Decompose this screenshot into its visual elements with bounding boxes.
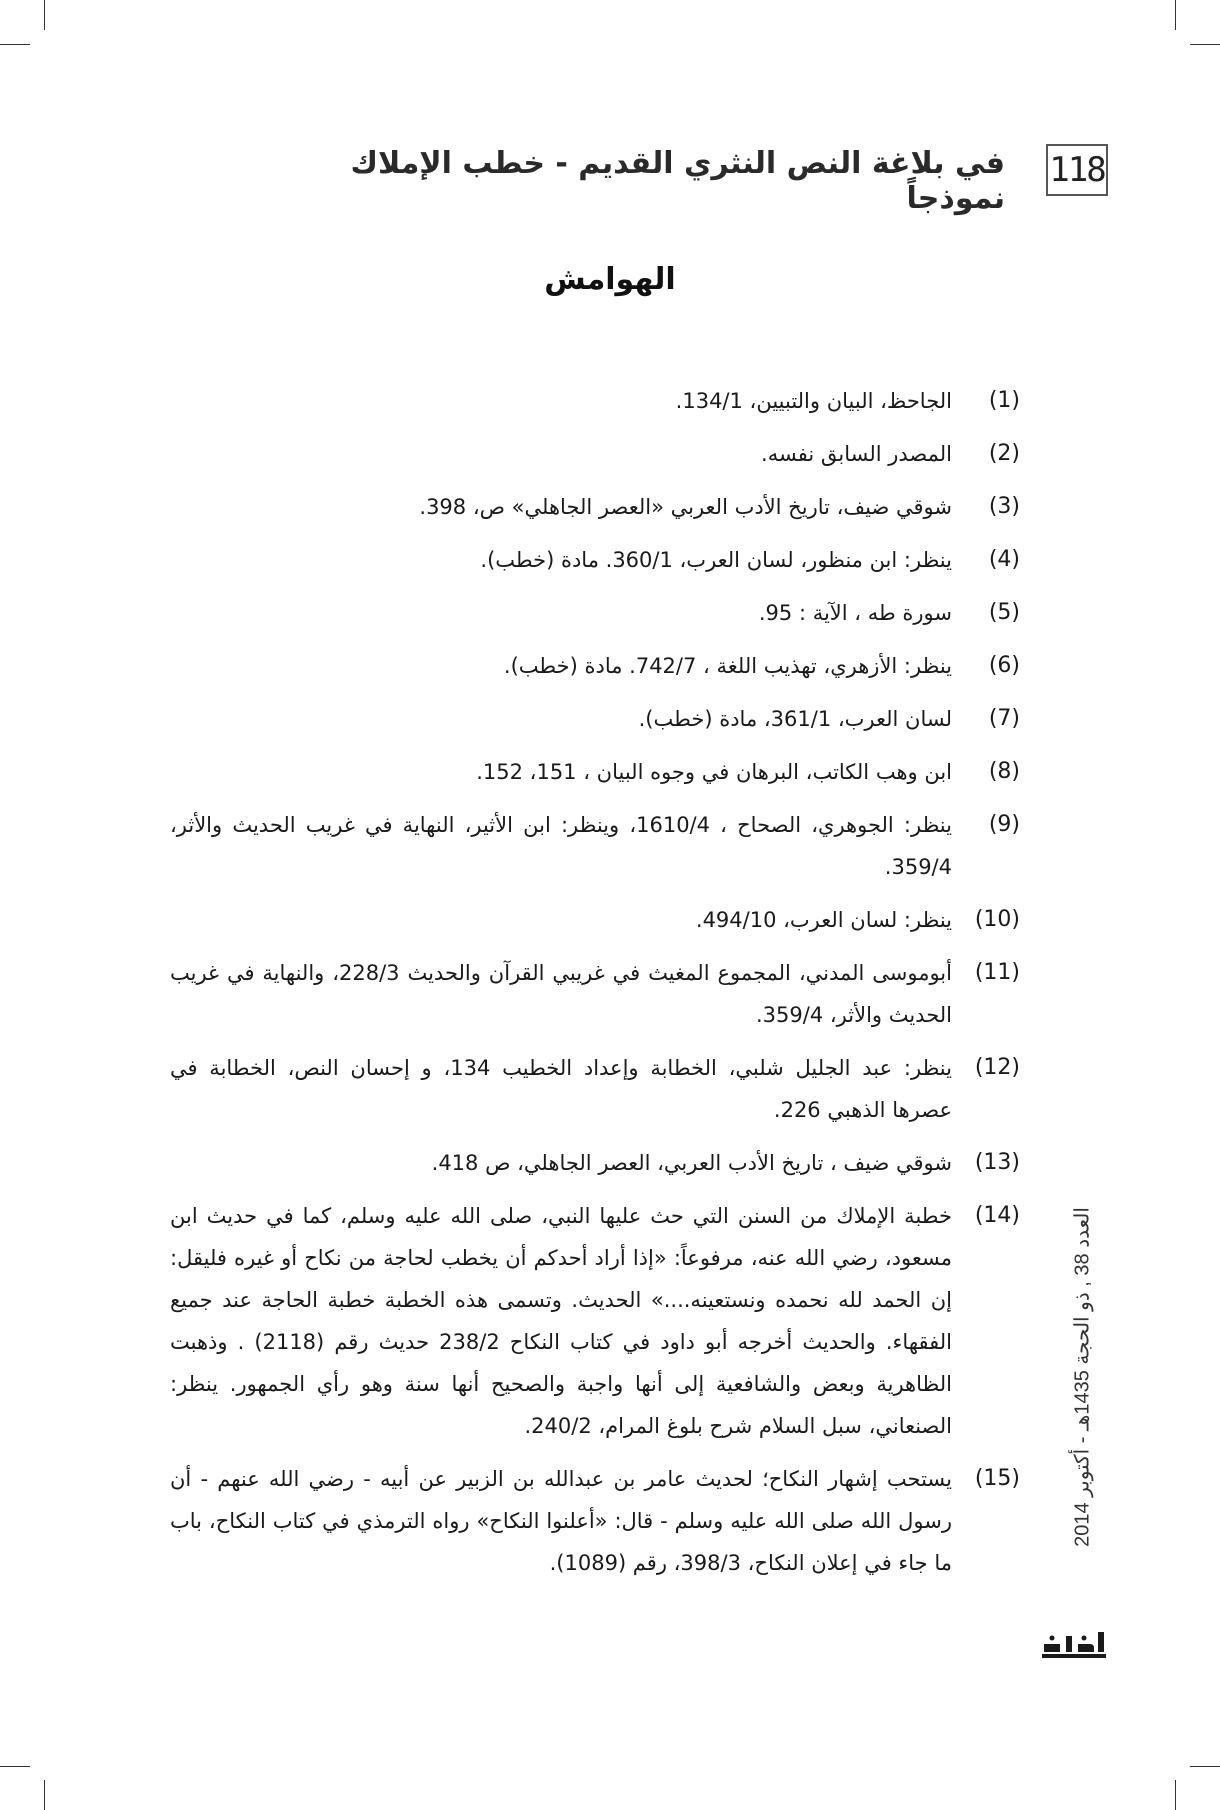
crop-mark bbox=[1190, 1766, 1220, 1767]
footnote-item bbox=[170, 539, 1020, 581]
footnote-item bbox=[170, 433, 1020, 475]
running-header-title: في بلاغة النص النثري القديم - خطب الإملاك نموذجاً bbox=[350, 146, 1005, 216]
footnote-number: (2) bbox=[988, 441, 1020, 466]
footnote-number: (10) bbox=[974, 907, 1020, 932]
footnote-item bbox=[170, 1142, 1020, 1184]
footnote-text: ينظر: الأزهري، تهذيب اللغة ، 742/7. مادة (خطب). bbox=[503, 654, 952, 678]
footnotes-list bbox=[170, 380, 1020, 1595]
footnote-text: يستحب إشهار النكاح؛ لحديث عامر بن عبدالله بن الزبير عن أبيه - رضي الله عنهم - أن رسول الله صلى الله عليه وسلم - قال: «أعلنوا النكاح» رواه الترمذي في كتاب النكاح، باب ما جاء في إعلان النكاح، 398/3، رقم (1089). bbox=[170, 1467, 952, 1575]
footnote-text: ينظر: ابن منظور، لسان العرب، 360/1. مادة (خطب). bbox=[480, 548, 952, 572]
footnote-number: (12) bbox=[974, 1055, 1020, 1080]
footnote-item bbox=[170, 380, 1020, 422]
footnote-item bbox=[170, 698, 1020, 740]
footnote-item bbox=[170, 1458, 1020, 1584]
footnote-text: سورة طه ، الآية : 95. bbox=[758, 601, 952, 625]
footnote-text: ينظر: لسان العرب، 494/10. bbox=[695, 908, 952, 932]
footnote-number: (6) bbox=[988, 653, 1020, 678]
footnote-text: شوقي ضيف، تاريخ الأدب العربي «العصر الجاهلي» ص، 398. bbox=[419, 495, 952, 519]
footnote-number: (5) bbox=[988, 600, 1020, 625]
footnote-item bbox=[170, 486, 1020, 528]
footnote-number: (1) bbox=[988, 388, 1020, 413]
issue-info-text: العدد 38 , ذو الحجة 1435هـ - أكتوبر 2014 bbox=[1071, 1207, 1094, 1547]
footnote-item bbox=[170, 952, 1020, 1036]
crop-mark bbox=[44, 0, 45, 30]
journal-logo bbox=[1038, 1624, 1112, 1664]
footnote-item bbox=[170, 1047, 1020, 1131]
crop-mark bbox=[1175, 1780, 1176, 1810]
footnote-number: (13) bbox=[974, 1150, 1020, 1175]
crop-mark bbox=[44, 1780, 45, 1810]
footnote-text: ينظر: الجوهري، الصحاح ، 1610/4، وينظر: ابن الأثير، النهاية في غريب الحديث والأثر، 359/4. bbox=[170, 813, 952, 879]
footnote-number: (3) bbox=[988, 494, 1020, 519]
footnote-number: (14) bbox=[974, 1203, 1020, 1228]
footnote-number: (7) bbox=[988, 706, 1020, 731]
footnote-text: خطبة الإملاك من السنن التي حث عليها النبي، صلى الله عليه وسلم، كما في حديث ابن مسعود، رضي الله عنه، مرفوعاً: «إذا أراد أحدكم أن يخطب لحاجة من نكاح أو غيره فليقل: إن الحمد لله نحمده ونستعينه....» الحديث. وتسمى هذه الخطبة خطبة الحاجة عند جميع الفقهاء. والحديث أخرجه أبو داود في كتاب النكاح 238/2 حديث رقم (2118) . وذهبت الظاهرية وبعض والشافعية إلى أنها واجبة والصحيح أنها سنة وهو رأي الجمهور. ينظر: الصنعاني، سبل السلام شرح بلوغ المرام، 240/2. bbox=[170, 1204, 952, 1438]
footnote-item bbox=[170, 645, 1020, 687]
crop-mark bbox=[0, 1766, 30, 1767]
footnote-number: (9) bbox=[988, 812, 1020, 837]
crop-mark bbox=[1175, 0, 1176, 30]
footnote-item bbox=[170, 751, 1020, 793]
crop-mark bbox=[0, 44, 30, 45]
footnote-item bbox=[170, 592, 1020, 634]
crop-mark bbox=[1190, 44, 1220, 45]
footnote-item bbox=[170, 1195, 1020, 1447]
section-title: الهوامش bbox=[544, 262, 676, 297]
footnote-text: لسان العرب، 361/1، مادة (خطب). bbox=[638, 707, 952, 731]
footnote-number: (8) bbox=[988, 759, 1020, 784]
footnote-text: المصدر السابق نفسه. bbox=[761, 442, 952, 466]
footnote-text: شوقي ضيف ، تاريخ الأدب العربي، العصر الجاهلي، ص 418. bbox=[431, 1151, 952, 1175]
page-number: 118 bbox=[1046, 144, 1108, 196]
footnote-number: (4) bbox=[988, 547, 1020, 572]
footnote-text: أبوموسى المدني، المجموع المغيث في غريبي القرآن والحديث 228/3، والنهاية في غريب الحديث والأثر، 359/4. bbox=[170, 961, 952, 1027]
footnote-item bbox=[170, 804, 1020, 888]
footnote-item bbox=[170, 899, 1020, 941]
footnote-number: (11) bbox=[974, 960, 1020, 985]
footnote-text: ابن وهب الكاتب، البرهان في وجوه البيان ، 151، 152. bbox=[476, 760, 952, 784]
footnote-number: (15) bbox=[974, 1466, 1020, 1491]
footnote-text: الجاحظ، البيان والتبيين، 134/1. bbox=[675, 389, 952, 413]
footnote-text: ينظر: عبد الجليل شلبي، الخطابة وإعداد الخطيب 134، و إحسان النص، الخطابة في عصرها الذهبي 226. bbox=[170, 1056, 952, 1122]
issue-info bbox=[1070, 1142, 1094, 1612]
